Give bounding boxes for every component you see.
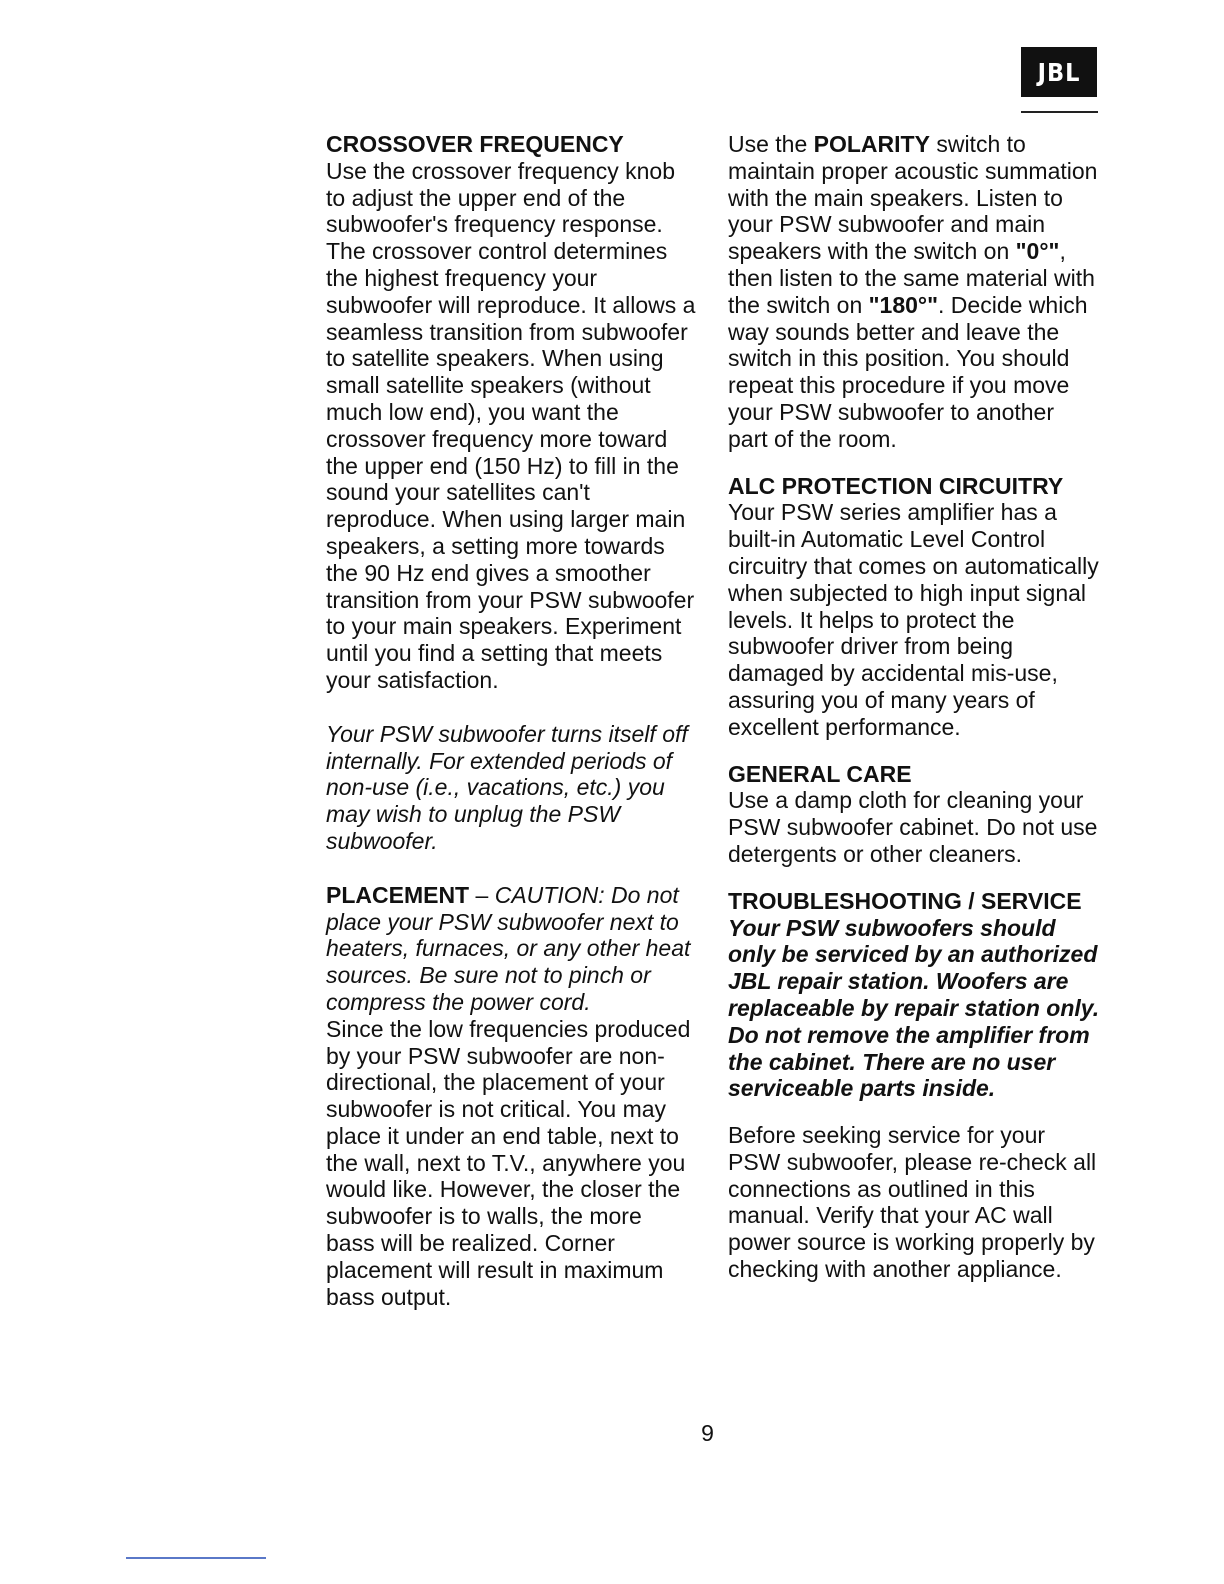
placement-caution: CAUTION: Do not place your PSW subwoofer next to heaters, furnaces, or any other heat sources. Be sure not to pinch or compress the power cord. bbox=[326, 881, 691, 1015]
care-body: Use a damp cloth for cleaning your PSW subwoofer cabinet. Do not use detergents or other cleaners. bbox=[728, 787, 1098, 867]
polarity-text-4: . Decide which way sounds better and leave the switch in this position. You should repeat this procedure if you move your PSW subwoofer to another part of the room. bbox=[728, 291, 1088, 452]
polarity-text-2: switch to maintain proper acoustic summation with the main speakers. Listen to your PSW subwoofer and main speakers with the switch on bbox=[728, 131, 1098, 265]
jbl-logo-text: JBL bbox=[1037, 57, 1081, 87]
left-column bbox=[326, 131, 696, 1310]
troubleshooting-heading: TROUBLESHOOTING / SERVICE bbox=[728, 887, 1082, 914]
alc-body: Your PSW series amplifier has a built-in Automatic Level Control circuitry that comes on automatically when subjected to high input signal levels. It helps to protect the subwoofer driver from being damaged by accidental mis-use, assuring you of many years of excellent performance. bbox=[728, 499, 1099, 740]
unplug-note: Your PSW subwoofer turns itself off internally. For extended periods of non-use (i.e., vacations, etc.) you may wish to unplug the PSW subwoofer. bbox=[326, 720, 688, 854]
bottom-rule bbox=[126, 1557, 266, 1559]
troubleshooting-body: Before seeking service for your PSW subwoofer, please re-check all connections as outlined in this manual. Verify that your AC wall power source is working properly by checking with another appliance. bbox=[728, 1122, 1097, 1283]
polarity-paragraph bbox=[728, 131, 1100, 453]
page-number: 9 bbox=[701, 1420, 714, 1446]
polarity-value-180: "180°" bbox=[868, 291, 939, 318]
polarity-keyword: POLARITY bbox=[813, 131, 930, 157]
polarity-text-3: , then listen to the same material with the switch on bbox=[728, 238, 1095, 318]
logo-divider bbox=[1021, 111, 1098, 113]
crossover-body: Use the crossover frequency knob to adjust the upper end of the subwoofer's frequency response. The crossover control determines the highest frequency your subwoofer will reproduce. It allows a seamless transition from subwoofer to satellite speakers. When using small satellite speakers (without much low end), you want the crossover frequency more toward the upper end (150 Hz) to fill in the sound your satellites can't reproduce. When using larger main speakers, a setting more towards the 90 Hz end gives a smoother transition from your PSW subwoofer to your main speakers. Experiment until you find a setting that meets your satisfaction. bbox=[326, 157, 696, 693]
care-heading: GENERAL CARE bbox=[728, 760, 912, 787]
placement-heading: PLACEMENT bbox=[326, 881, 470, 908]
placement-caution-paragraph bbox=[326, 882, 696, 1016]
polarity-text-1: Use the bbox=[728, 131, 814, 157]
alc-heading: ALC PROTECTION CIRCUITRY bbox=[728, 472, 1064, 499]
polarity-value-0: "0°" bbox=[1015, 238, 1060, 265]
placement-body: Since the low frequencies produced by your PSW subwoofer are non-directional, the placement of your subwoofer is not critical. You may place it under an end table, next to the wall, next to T.V., anywhere you would like. However, the closer the subwoofer is to walls, the more bass will be realized. Corner placement will result in maximum bass output. bbox=[326, 1015, 691, 1310]
crossover-heading: CROSSOVER FREQUENCY bbox=[326, 131, 624, 157]
placement-dash: – bbox=[469, 881, 495, 908]
troubleshooting-warning: Your PSW subwoofers should only be serviced by an authorized JBL repair station. Woofers are replaceable by repair station only. Do not remove the amplifier from the cabinet. There are no user serviceable parts inside. bbox=[728, 914, 1100, 1102]
right-column bbox=[728, 131, 1100, 1283]
jbl-logo bbox=[1021, 47, 1097, 97]
